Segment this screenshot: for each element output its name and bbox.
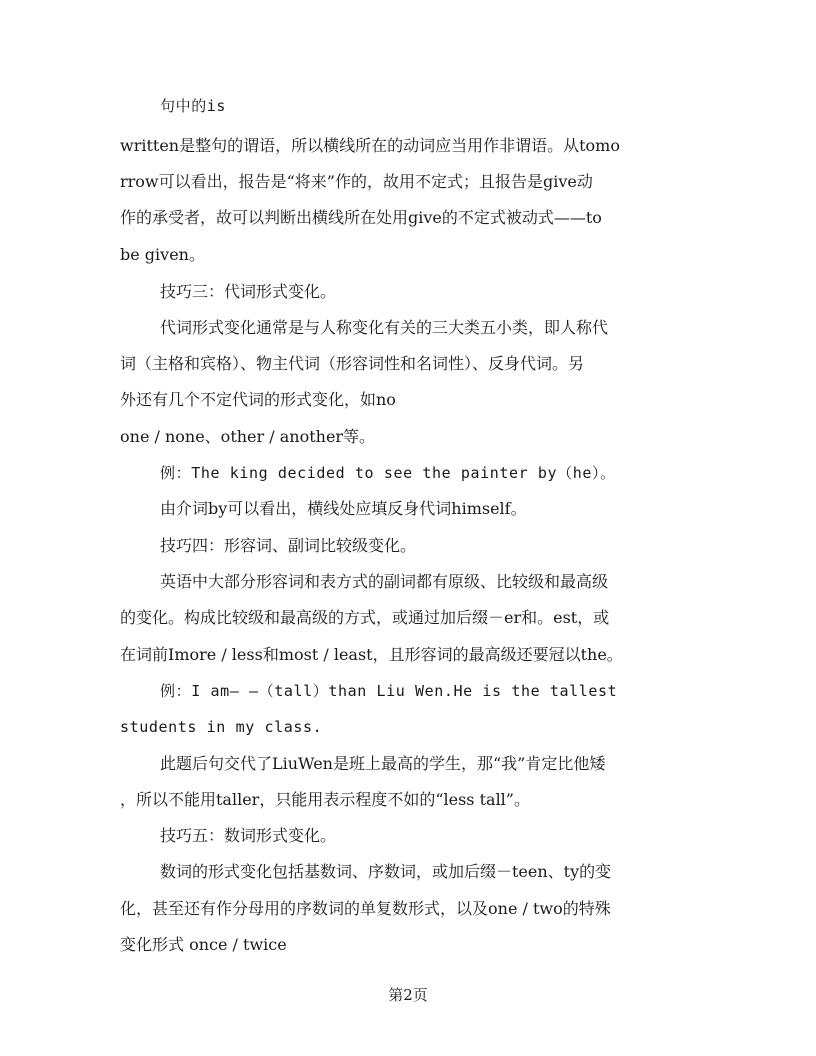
paragraph-line: 变化形式 once / twice (120, 935, 287, 954)
paragraph-line: 数词的形式变化包括基数词、序数词，或加后缀－teen、ty的变 (160, 862, 612, 881)
example-line: students in my class. (120, 718, 323, 736)
example-line: 例：The king decided to see the painter by（he）。 (160, 464, 616, 482)
section-heading: 技巧四：形容词、副词比较级变化。 (160, 536, 417, 555)
paragraph-line: 英语中大部分形容词和表方式的副词都有原级、比较级和最高级 (160, 572, 609, 591)
paragraph-line: ，所以不能用taller，只能用表示程度不如的“less tall”。 (120, 790, 530, 809)
paragraph-line: 化，甚至还有作分母用的序数词的单复数形式，以及one / two的特殊 (120, 899, 611, 918)
paragraph-line: 在词前Imore / less和most / least，且形容词的最高级还要冠以the。 (120, 645, 623, 664)
paragraph-line: 句中的is (160, 97, 227, 115)
paragraph-line: rrow可以看出，报告是“将来”作的，故用不定式；且报告是give动 (120, 172, 593, 191)
paragraph-line: 的变化。构成比较级和最高级的方式，或通过加后缀－er和。est，或 (120, 608, 610, 627)
paragraph-line: one / none、other / another等。 (120, 427, 376, 446)
paragraph-line: 此题后句交代了LiuWen是班上最高的学生，那“我”肯定比他矮 (160, 754, 606, 773)
paragraph-line: 作的承受者，故可以判断出横线所在处用give的不定式被动式——to (120, 208, 602, 227)
section-heading: 技巧三：代词形式变化。 (160, 282, 337, 301)
page-number: 第2页 (388, 986, 428, 1004)
paragraph-line: 外还有几个不定代词的形式变化，如no (120, 390, 396, 409)
section-heading: 技巧五：数词形式变化。 (160, 826, 337, 845)
paragraph-line: 由介词by可以看出，横线处应填反身代词himself。 (160, 499, 527, 518)
paragraph-line: 代词形式变化通常是与人称变化有关的三大类五小类，即人称代 (160, 318, 609, 337)
paragraph-line: 词（主格和宾格）、物主代词（形容词性和名词性）、反身代词。另 (120, 354, 585, 373)
example-line: 例：I am— —（tall）than Liu Wen.He is the tallest (160, 682, 618, 700)
paragraph-line: written是整句的谓语，所以横线所在的动词应当用作非谓语。从tomo (120, 136, 620, 155)
paragraph-line: be given。 (120, 245, 205, 264)
